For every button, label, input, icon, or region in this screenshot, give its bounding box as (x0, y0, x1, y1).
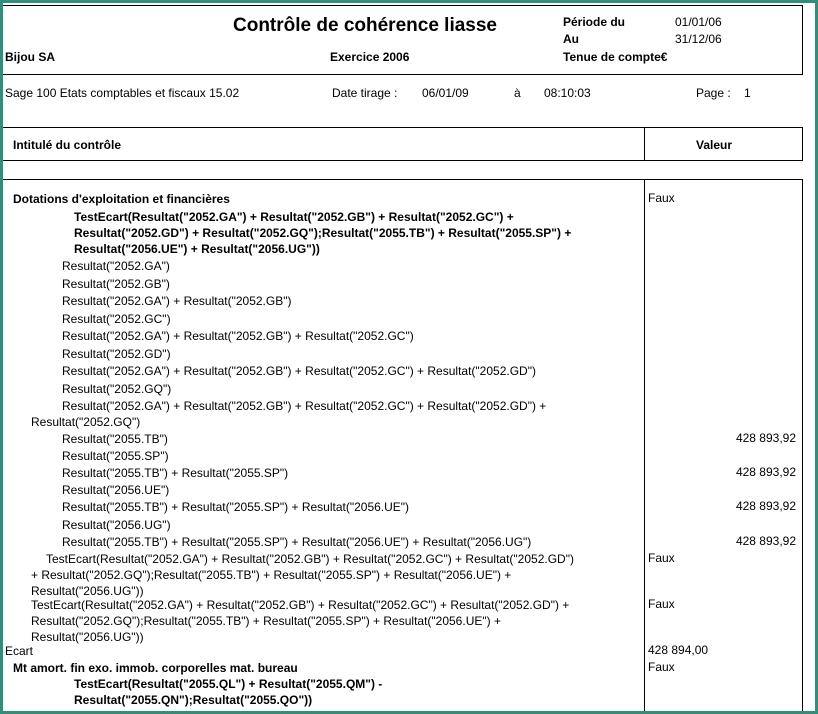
control-row-value: Faux (648, 551, 675, 565)
control-row-value: Faux (648, 191, 675, 205)
control-row-amount: 428 893,92 (735, 465, 796, 479)
control-row-text: TestEcart(Resultat("2052.GA") + Resultat("2052.GB") + Resultat("2052.GC") + (74, 210, 514, 224)
page-label: Page : (696, 86, 731, 100)
control-row-value: 428 894,00 (648, 643, 709, 657)
report-title: Contrôle de cohérence liasse (233, 15, 497, 36)
control-row-text: Resultat("2052.GA") (62, 259, 170, 273)
control-row-amount: 428 893,92 (735, 431, 796, 445)
control-row-text: Resultat("2052.GA") + Resultat("2052.GB") + Resultat("2052.GC") + Resultat("2052.GD") (62, 364, 536, 378)
control-row-text: Resultat("2056.UG")) (31, 630, 144, 644)
control-row-text: Resultat("2052.GQ") (31, 415, 141, 429)
software-name: Sage 100 Etats comptables et fiscaux 15.02 (5, 86, 240, 100)
period-end: 31/12/06 (675, 32, 722, 46)
print-time: 08:10:03 (544, 86, 591, 100)
period-start: 01/01/06 (675, 15, 722, 29)
control-row-text: Resultat("2052.GD") + Resultat("2052.GQ");Resultat("2055.TB") + Resultat("2055.SP") + (74, 226, 572, 240)
control-row-text: Resultat("2052.GC") (62, 312, 171, 326)
exercise-label: Exercice 2006 (330, 50, 410, 64)
control-row-text: Mt amort. fin exo. immob. corporelles mat. bureau (13, 661, 298, 675)
column-header-value: Valeur (696, 138, 733, 152)
control-row-text: TestEcart(Resultat("2052.GA") + Resultat("2052.GB") + Resultat("2052.GC") + Resultat("2052.GD") + (31, 598, 570, 612)
column-header-box (2, 127, 803, 161)
body-column-divider (644, 179, 645, 714)
control-row-text: Resultat("2052.GQ") (62, 382, 172, 396)
control-row-text: Dotations d'exploitation et financières (13, 192, 230, 206)
page-number: 1 (744, 86, 751, 100)
control-row-text: Resultat("2052.GD") (62, 347, 171, 361)
control-row-text: Resultat("2052.GA") + Resultat("2052.GB") (62, 294, 292, 308)
date-label: Date tirage : (332, 86, 398, 100)
control-row-text: Resultat("2055.TB") + Resultat("2055.SP") (62, 466, 289, 480)
control-row-text: Resultat("2055.TB") + Resultat("2055.SP") + Resultat("2056.UE") (62, 500, 410, 514)
control-row-text: Resultat("2055.TB") + Resultat("2055.SP") + Resultat("2056.UE") + Resultat("2056.UG") (62, 535, 532, 549)
control-row-text: Resultat("2056.UG")) (31, 584, 144, 598)
control-row-value: Faux (648, 660, 675, 674)
control-row-text: Resultat("2055.SP") (62, 449, 169, 463)
control-row-amount: 428 893,92 (735, 499, 796, 513)
column-header-control: Intitulé du contrôle (13, 138, 121, 152)
control-row-amount: 428 893,92 (735, 534, 796, 548)
control-row-text: Resultat("2056.UE") (62, 483, 170, 497)
control-row-text: + Resultat("2052.GQ");Resultat("2055.TB") + Resultat("2055.SP") + Resultat("2056.UE") + (31, 568, 512, 582)
at-label: à (514, 86, 521, 100)
control-row-text: Resultat("2052.GQ");Resultat("2055.TB") + Resultat("2055.SP") + Resultat("2056.UE") + (31, 614, 501, 628)
control-row-text: Resultat("2052.GB") (62, 277, 170, 291)
control-row-text: Resultat("2056.UG") (62, 518, 171, 532)
control-row-text: Resultat("2052.GA") + Resultat("2052.GB") + Resultat("2052.GC") + Resultat("2052.GD") + (62, 399, 547, 413)
control-row-text: TestEcart(Resultat("2055.QL") + Resultat("2055.QM") - (74, 677, 383, 691)
currency-label: Tenue de compte€ (563, 50, 668, 64)
column-divider (644, 127, 645, 160)
control-row-text: Resultat("2055.QN");Resultat("2055.QO")) (74, 693, 313, 707)
control-row-text: Resultat("2052.GA") + Resultat("2052.GB") + Resultat("2052.GC") (62, 329, 414, 343)
control-row-text: Resultat("2055.TB") (62, 432, 168, 446)
control-row-text: Resultat("2056.UE") + Resultat("2056.UG")) (74, 242, 320, 256)
control-row-value: Faux (648, 597, 675, 611)
print-date: 06/01/09 (422, 86, 469, 100)
control-row-text: TestEcart(Resultat("2052.GA") + Resultat("2052.GB") + Resultat("2052.GC") + Resultat("2052.GD") (46, 552, 574, 566)
company-name: Bijou SA (5, 50, 55, 64)
period-label: Période du (563, 15, 626, 29)
control-row-text: Ecart (5, 644, 34, 658)
to-label: Au (563, 32, 579, 46)
